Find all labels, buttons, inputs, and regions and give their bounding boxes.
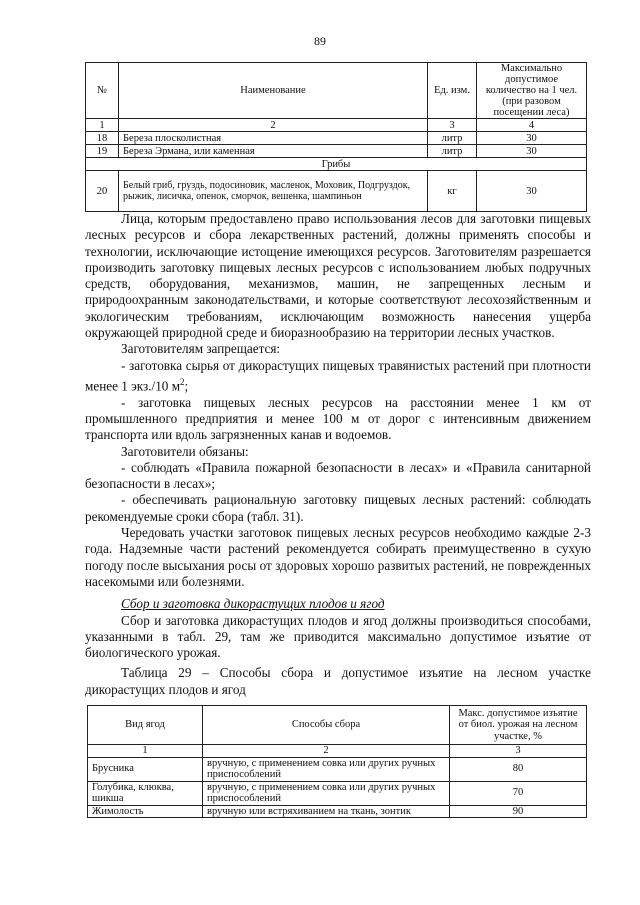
row-unit: кг	[428, 171, 477, 212]
paragraph: Заготовителям запрещается:	[121, 341, 281, 357]
paragraph: - заготовка пищевых лесных ресурсов на расстоянии менее 1 км от промышленного предприятия и менее 100 м от дорог с интенсивным движением транспорта или вдоль загрязненных канав и водоемов.	[85, 394, 591, 443]
colnum: 2	[119, 119, 428, 132]
colnum: 1	[86, 119, 119, 132]
colnum: 2	[203, 745, 450, 758]
header-num: №	[86, 63, 119, 119]
colnum: 3	[450, 745, 587, 758]
row-name: Береза плосколистная	[119, 132, 428, 145]
resources-table	[85, 62, 587, 212]
paragraph: Сбор и заготовка дикорастущих плодов и ягод должны производиться способами, указанными в табл. 29, там же приводится максимально допустимое изъятие от биологического урожая.	[85, 612, 591, 661]
row-num: 18	[86, 132, 119, 145]
row-name: Береза Эрмана, или каменная	[119, 145, 428, 158]
row-max: 30	[477, 171, 587, 212]
paragraph: - обеспечивать рациональную заготовку пищевых лесных растений: соблюдать рекомендуемые сроки сбора (табл. 31).	[85, 492, 591, 524]
section-heading	[85, 596, 591, 612]
table-row	[86, 145, 587, 158]
paragraph: Лица, которым предоставлено право использования лесов для заготовки пищевых лесных ресурсов и сбора лекарственных растений, должны применять способы и технологии, исключающие истощение имеющихся ресурсов. Заготовителям разрешается производить заготовку пищевых лесных ресурсов с использованием любых подручных средств, оборудования, механизмов, машин, не запрещенных лесным и природоохранным законодательствами, и которые соответствуют лесохозяйственным и экологическим требованиям, исключающим возможность нанесения ущерба окружающей природной среде и биоразнообразию на территории лесных участков.	[85, 211, 591, 341]
row-method: вручную, с применением совка или других ручных приспособлений	[203, 757, 450, 781]
row-max: 70	[450, 781, 587, 805]
table-row	[86, 132, 587, 145]
row-method: вручную, с применением совка или других ручных приспособлений	[203, 781, 450, 805]
paragraph	[85, 358, 591, 395]
column-number-row	[86, 119, 587, 132]
colnum: 4	[477, 119, 587, 132]
table-header-row	[88, 706, 587, 745]
header-max: Максимально допустимое количество на 1 чел. (при разовом посещении леса)	[477, 63, 587, 119]
row-max: 90	[450, 805, 587, 818]
row-unit: литр	[428, 132, 477, 145]
header-kind: Вид ягод	[88, 706, 203, 745]
row-max: 80	[450, 757, 587, 781]
paragraph-text: ;	[184, 378, 189, 394]
table-caption: Таблица 29 – Способы сбора и допустимое изъятие на лесном участке дикорастущих плодов и ягод	[85, 665, 591, 697]
row-kind: Жимолость	[88, 805, 203, 818]
row-kind: Голубика, клюква, шикша	[88, 781, 203, 805]
paragraph: Чередовать участки заготовок пищевых лесных ресурсов необходимо каждые 2-3 года. Надземные части растений рекомендуется собирать преимущественно в сухую погоду после высыхания росы от здоровых хорошо развитых растений, не поврежденных насекомыми или болезнями.	[85, 525, 591, 589]
table-row	[88, 805, 587, 818]
colnum: 3	[428, 119, 477, 132]
row-unit: литр	[428, 145, 477, 158]
row-max: 30	[477, 132, 587, 145]
paragraph-text: - заготовка сырья от дикорастущих пищевых травянистых растений при плотности менее 1 экз./10 м	[85, 357, 591, 394]
table-row	[88, 781, 587, 805]
row-num: 20	[86, 171, 119, 212]
column-number-row	[88, 745, 587, 758]
table-row	[88, 757, 587, 781]
header-name: Наименование	[119, 63, 428, 119]
paragraph: - соблюдать «Правила пожарной безопасности в лесах» и «Правила санитарной безопасности в лесах»;	[85, 459, 591, 492]
row-name: Белый гриб, груздь, подосиновик, масленок, Моховик, Подгруздок, рыжик, лисичка, опенок, сморчок, вешенка, шампиньон	[119, 171, 428, 212]
page-number: 89	[314, 34, 326, 48]
row-num: 19	[86, 145, 119, 158]
section-heading-text: Сбор и заготовка дикорастущих плодов и ягод	[121, 596, 385, 612]
header-max: Макс. допустимое изъятие от биол. урожая на лесном участке, %	[450, 706, 587, 745]
berries-table	[87, 705, 587, 818]
body-text	[85, 211, 591, 698]
table-row	[86, 171, 587, 212]
row-method: вручную или встряхиванием на ткань, зонтик	[203, 805, 450, 818]
paragraph: Заготовители обязаны:	[121, 443, 249, 459]
row-kind: Брусника	[88, 757, 203, 781]
table-header-row	[86, 63, 587, 119]
header-method: Способы сбора	[203, 706, 450, 745]
group-label: Грибы	[86, 158, 587, 171]
superscript: 2	[180, 376, 185, 387]
header-unit: Ед. изм.	[428, 63, 477, 119]
colnum: 1	[88, 745, 203, 758]
row-max: 30	[477, 145, 587, 158]
group-row	[86, 158, 587, 171]
